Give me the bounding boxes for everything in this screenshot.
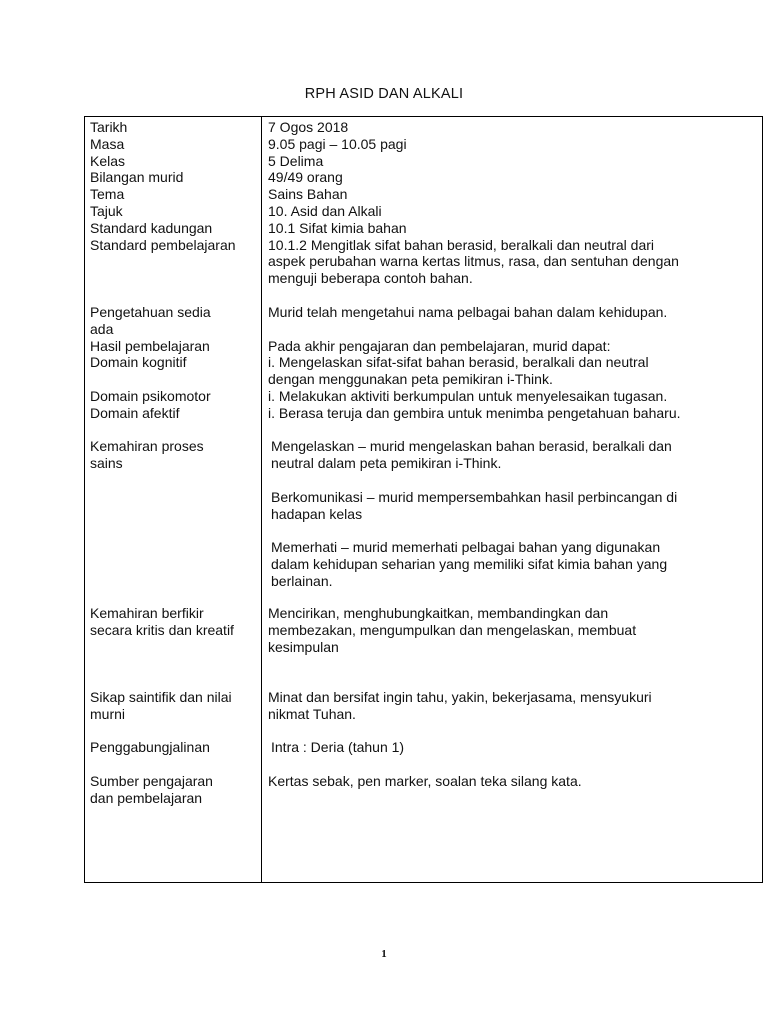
label-kemahiran-berfikir-1: Kemahiran berfikir: [90, 605, 204, 621]
value-standard-pembelajaran-2: aspek perubahan warna kertas litmus, rasa, dan sentuhan dengan: [268, 253, 679, 270]
value-hasil-pembelajaran: Pada akhir pengajaran dan pembelajaran, murid dapat:: [268, 337, 611, 354]
value-proses-memerhati-3: berlainan.: [271, 572, 333, 589]
label-bilangan-murid: Bilangan murid: [90, 169, 184, 186]
label-sikap-saintifik-1: Sikap saintifik dan nilai: [90, 689, 232, 705]
value-kemahiran-berfikir-2: membezakan, mengumpulkan dan mengelaskan, membuat: [268, 621, 637, 638]
value-pengetahuan-sedia: Murid telah mengetahui nama pelbagai bahan dalam kehidupan.: [268, 304, 668, 320]
value-proses-mengelaskan-2: neutral dalam peta pemikiran i-Think.: [271, 455, 502, 472]
value-tajuk: 10. Asid dan Alkali: [268, 203, 382, 219]
column-divider: [261, 117, 262, 882]
value-tema: Sains Bahan: [268, 186, 348, 203]
label-kemahiran-berfikir-2: secara kritis dan kreatif: [90, 621, 234, 638]
value-kelas: 5 Delima: [268, 152, 324, 169]
page-number: 1: [381, 948, 387, 960]
label-tema: Tema: [90, 186, 125, 203]
value-domain-afektif: i. Berasa teruja dan gembira untuk menimba pengetahuan baharu.: [268, 404, 681, 421]
label-kelas: Kelas: [90, 152, 126, 169]
value-kemahiran-berfikir-3: kesimpulan: [268, 638, 339, 655]
lesson-plan-table: [84, 116, 763, 883]
label-sumber-1: Sumber pengajaran: [90, 773, 213, 789]
value-domain-kognitif-2: dengan menggunakan peta pemikiran i-Think.: [268, 371, 553, 388]
document-title: RPH ASID DAN ALKALI: [304, 86, 464, 102]
value-standard-pembelajaran-1: 10.1.2 Mengitlak sifat bahan berasid, beralkali dan neutral dari: [268, 236, 655, 253]
label-tajuk: Tajuk: [90, 203, 123, 219]
label-pengetahuan-sedia-1: Pengetahuan sedia: [90, 304, 211, 320]
value-sikap-saintifik-2: nikmat Tuhan.: [268, 705, 356, 722]
label-sumber-2: dan pembelajaran: [90, 789, 203, 806]
label-penggabungjalinan: Penggabungjalinan: [90, 739, 210, 756]
value-standard-kandungan: 10.1 Sifat kimia bahan: [268, 219, 407, 236]
value-bilangan-murid: 49/49 orang: [268, 169, 343, 186]
label-kemahiran-proses-2: sains: [90, 455, 123, 472]
label-masa: Masa: [90, 135, 125, 152]
value-proses-berkomunikasi-2: hadapan kelas: [271, 505, 363, 522]
label-sikap-saintifik-2: murni: [90, 705, 126, 722]
value-proses-mengelaskan-1: Mengelaskan – murid mengelaskan bahan berasid, beralkali dan: [271, 438, 672, 455]
value-domain-psikomotor: i. Melakukan aktiviti berkumpulan untuk menyelesaikan tugasan.: [268, 388, 668, 404]
label-standard-pembelajaran: Standard pembelajaran: [90, 236, 236, 253]
value-masa: 9.05 pagi – 10.05 pagi: [268, 135, 407, 152]
label-kemahiran-proses-1: Kemahiran proses: [90, 438, 204, 455]
value-standard-pembelajaran-3: menguji beberapa contoh bahan.: [268, 270, 473, 287]
value-penggabungjalinan: Intra : Deria (tahun 1): [271, 739, 405, 756]
value-proses-memerhati-2: dalam kehidupan seharian yang memiliki sifat kimia bahan yang: [271, 556, 668, 572]
label-pengetahuan-sedia-2: ada: [90, 320, 114, 337]
label-hasil-pembelajaran: Hasil pembelajaran: [90, 337, 210, 354]
value-kemahiran-berfikir-1: Mencirikan, menghubungkaitkan, membandingkan dan: [268, 605, 609, 621]
value-proses-memerhati-1: Memerhati – murid memerhati pelbagai bahan yang digunakan: [271, 539, 661, 556]
value-proses-berkomunikasi-1: Berkomunikasi – murid mempersembahkan hasil perbincangan di: [271, 488, 678, 505]
label-standard-kandungan: Standard kadungan: [90, 219, 213, 236]
value-sumber: Kertas sebak, pen marker, soalan teka silang kata.: [268, 773, 582, 789]
label-domain-psikomotor: Domain psikomotor: [90, 388, 211, 404]
value-domain-kognitif-1: i. Mengelaskan sifat-sifat bahan berasid, beralkali dan neutral: [268, 354, 649, 371]
label-tarikh: Tarikh: [90, 119, 128, 135]
label-domain-afektif: Domain afektif: [90, 404, 180, 421]
value-sikap-saintifik-1: Minat dan bersifat ingin tahu, yakin, bekerjasama, mensyukuri: [268, 689, 652, 705]
label-domain-kognitif: Domain kognitif: [90, 354, 187, 371]
value-tarikh: 7 Ogos 2018: [268, 119, 349, 135]
